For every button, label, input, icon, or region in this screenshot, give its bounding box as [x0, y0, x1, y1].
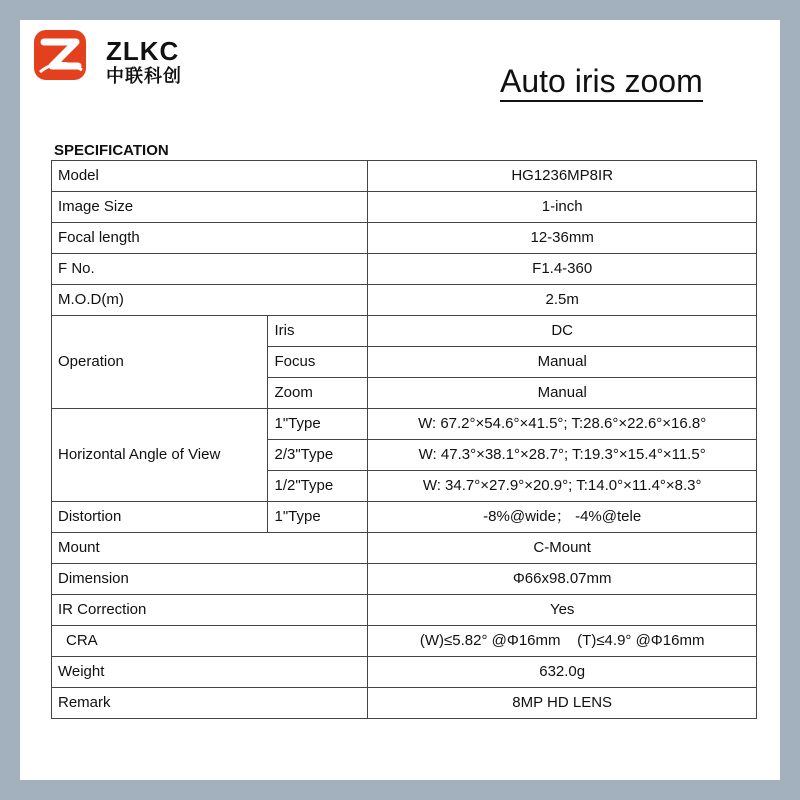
table-row — [52, 657, 757, 688]
row-label: Dimension — [52, 564, 368, 595]
zlkc-logo-icon — [32, 26, 88, 84]
row-label: Horizontal Angle of View — [52, 409, 268, 502]
row-label: M.O.D(m) — [52, 285, 368, 316]
row-value: 1-inch — [368, 192, 757, 223]
row-sublabel: 1/2"Type — [268, 471, 368, 502]
row-value: 12-36mm — [368, 223, 757, 254]
brand-logo — [32, 26, 182, 86]
row-label: Focal length — [52, 223, 368, 254]
row-sublabel: 1"Type — [268, 409, 368, 440]
row-value: W: 34.7°×27.9°×20.9°; T:14.0°×11.4°×8.3° — [368, 471, 757, 502]
table-row — [52, 161, 757, 192]
row-value: HG1236MP8IR — [368, 161, 757, 192]
row-value: 8MP HD LENS — [368, 688, 757, 719]
row-value: Yes — [368, 595, 757, 626]
row-sublabel: Focus — [268, 347, 368, 378]
row-label: Remark — [52, 688, 368, 719]
spec-heading: SPECIFICATION — [54, 142, 169, 159]
row-label: CRA — [52, 626, 368, 657]
table-row — [52, 223, 757, 254]
row-label: IR Correction — [52, 595, 368, 626]
row-sublabel: Iris — [268, 316, 368, 347]
brand-name-en: ZLKC — [106, 36, 180, 66]
spec-sheet — [20, 20, 780, 780]
row-sublabel: 2/3"Type — [268, 440, 368, 471]
row-value: DC — [368, 316, 757, 347]
table-row — [52, 595, 757, 626]
table-row — [52, 502, 757, 533]
row-value: 632.0g — [368, 657, 757, 688]
table-row — [52, 533, 757, 564]
row-value: -8%@wide； -4%@tele — [368, 502, 757, 533]
row-label: Image Size — [52, 192, 368, 223]
row-value: F1.4-360 — [368, 254, 757, 285]
row-value: C-Mount — [368, 533, 757, 564]
row-value: Manual — [368, 378, 757, 409]
spec-table — [51, 160, 757, 719]
row-value: W: 67.2°×54.6°×41.5°; T:28.6°×22.6°×16.8° — [368, 409, 757, 440]
row-label: Model — [52, 161, 368, 192]
row-sublabel: 1"Type — [268, 502, 368, 533]
row-value: (W)≤5.82° @Φ16mm (T)≤4.9° @Φ16mm — [368, 626, 757, 657]
table-row — [52, 285, 757, 316]
row-label: Mount — [52, 533, 368, 564]
table-row — [52, 192, 757, 223]
row-value: Manual — [368, 347, 757, 378]
table-row — [52, 564, 757, 595]
table-row — [52, 254, 757, 285]
row-label: Weight — [52, 657, 368, 688]
row-label: Operation — [52, 316, 268, 409]
table-row — [52, 316, 757, 347]
row-value: Φ66x98.07mm — [368, 564, 757, 595]
page-title: Auto iris zoom — [500, 63, 703, 102]
row-value: W: 47.3°×38.1°×28.7°; T:19.3°×15.4°×11.5° — [368, 440, 757, 471]
row-sublabel: Zoom — [268, 378, 368, 409]
row-label: Distortion — [52, 502, 268, 533]
table-row — [52, 688, 757, 719]
row-label: F No. — [52, 254, 368, 285]
row-value: 2.5m — [368, 285, 757, 316]
brand-name-cn: 中联科创 — [106, 66, 182, 87]
table-row — [52, 626, 757, 657]
table-row — [52, 409, 757, 440]
